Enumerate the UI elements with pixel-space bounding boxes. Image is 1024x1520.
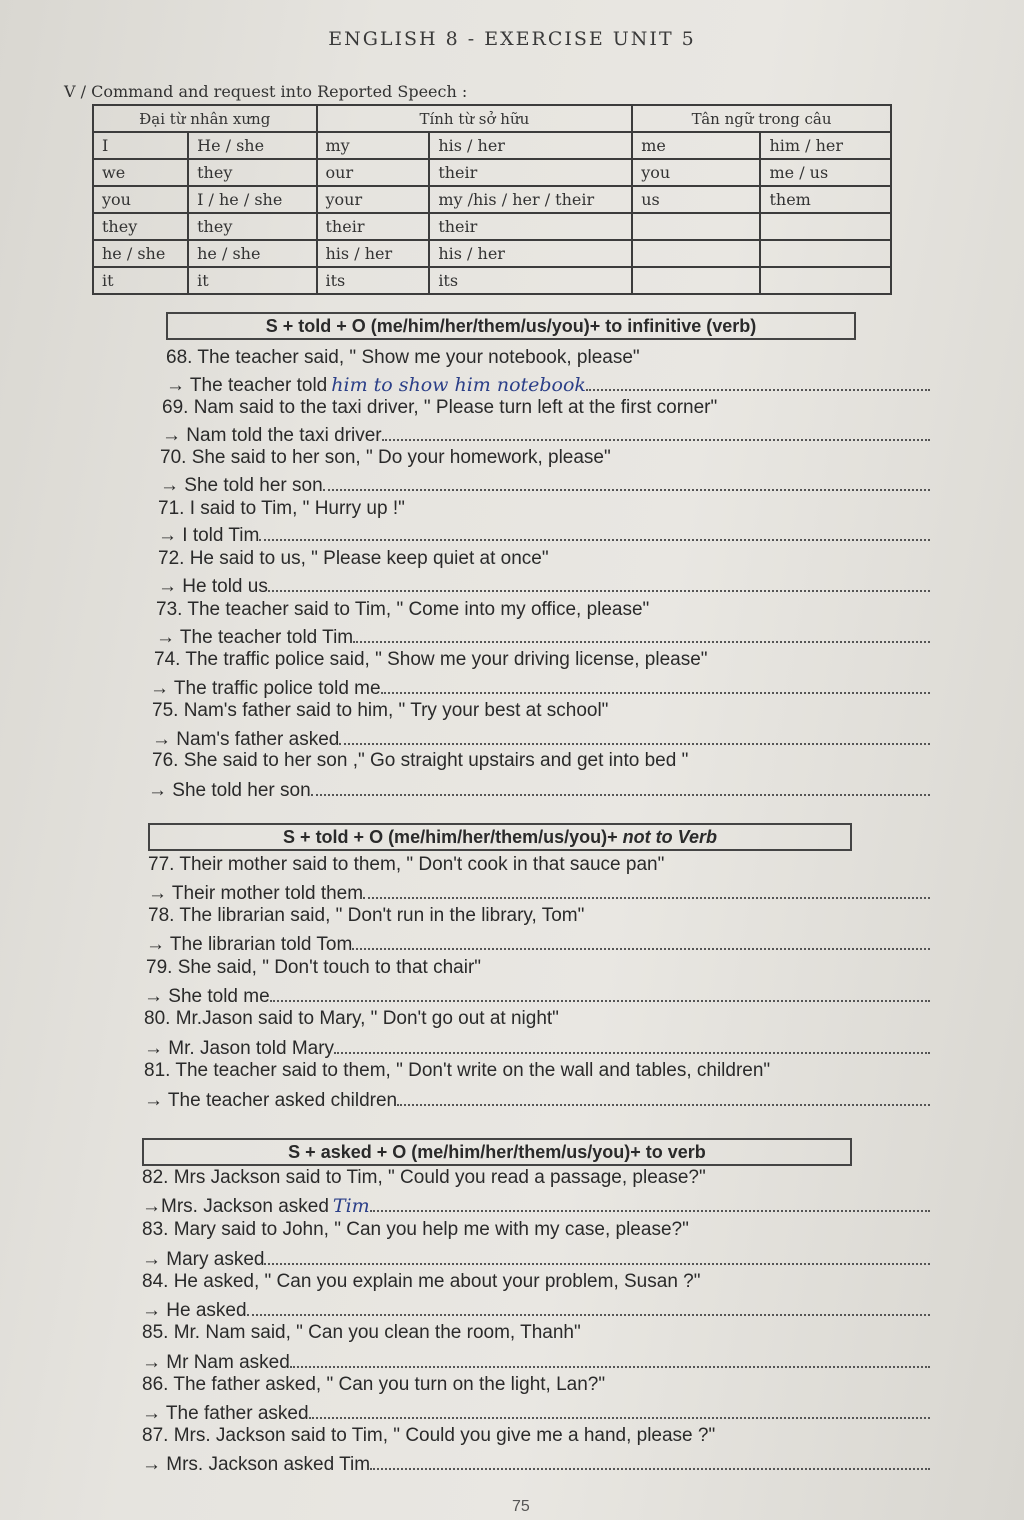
- table-cell: it: [93, 267, 188, 294]
- exercise-question: 80. Mr.Jason said to Mary, " Don't go out at night": [144, 1008, 559, 1029]
- answer-blank[interactable]: [353, 623, 930, 643]
- header-object: Tân ngữ trong câu: [632, 105, 891, 132]
- handwritten-answer: Tim: [332, 1195, 370, 1217]
- table-cell: his / her: [429, 240, 632, 267]
- answer-prompt: → Nam told the taxi driver: [162, 425, 382, 446]
- formula-not-to-verb: not to Verb: [622, 827, 717, 847]
- table-cell: I: [93, 132, 188, 159]
- answer-blank[interactable]: [370, 1192, 930, 1212]
- exercise-question: 72. He said to us, " Please keep quiet at once": [158, 548, 549, 569]
- exercise-answer-line[interactable]: [166, 371, 930, 398]
- table-cell: me / us: [760, 159, 891, 186]
- exercise-answer-line[interactable]: [152, 725, 930, 752]
- header-pronoun: Đại từ nhân xưng: [93, 105, 317, 132]
- table-cell: their: [429, 159, 632, 186]
- table-row: [93, 186, 891, 213]
- table-cell: you: [632, 159, 760, 186]
- table-cell: he / she: [188, 240, 316, 267]
- exercise-answer-line[interactable]: [142, 1192, 930, 1219]
- answer-blank[interactable]: [268, 572, 930, 592]
- exercise-question: 73. The teacher said to Tim, " Come into my office, please": [156, 599, 650, 620]
- table-cell: its: [429, 267, 632, 294]
- answer-prompt: →Mrs. Jackson asked: [142, 1196, 329, 1217]
- exercise-answer-line[interactable]: [146, 930, 930, 957]
- answer-prompt: → The teacher asked children: [144, 1090, 398, 1111]
- answer-prompt: → Mary asked: [142, 1249, 265, 1270]
- table-cell: their: [429, 213, 632, 240]
- header-possessive: Tính từ sở hữu: [317, 105, 633, 132]
- answer-prompt: → He asked: [142, 1300, 247, 1321]
- exercise-question: 69. Nam said to the taxi driver, " Please turn left at the first corner": [162, 397, 718, 418]
- exercise-answer-line[interactable]: [144, 1086, 930, 1113]
- answer-prompt: → She told me: [144, 986, 270, 1007]
- table-cell: [760, 240, 891, 267]
- exercise-answer-line[interactable]: [142, 1245, 930, 1272]
- exercise-question: 81. The teacher said to them, " Don't write on the wall and tables, children": [144, 1060, 771, 1081]
- answer-blank[interactable]: [290, 1348, 930, 1368]
- handwritten-answer: him to show him notebook: [331, 374, 586, 396]
- table-row: [93, 213, 891, 240]
- answer-prompt: → Nam's father asked: [152, 729, 340, 750]
- exercise-answer-line[interactable]: [148, 879, 930, 906]
- answer-prompt: → The teacher told Tim: [156, 627, 354, 648]
- answer-prompt: → I told Tim: [158, 525, 260, 546]
- exercise-answer-line[interactable]: [160, 471, 930, 498]
- answer-blank[interactable]: [397, 1086, 930, 1106]
- answer-blank[interactable]: [270, 982, 930, 1002]
- formula-asked-to: S + asked + O (me/him/her/them/us/you)+ to verb: [288, 1142, 706, 1162]
- answer-blank[interactable]: [311, 776, 930, 796]
- table-cell: your: [317, 186, 430, 213]
- table-cell: our: [317, 159, 430, 186]
- table-cell: its: [317, 267, 430, 294]
- answer-prompt: → He told us: [158, 576, 268, 597]
- formula-box-asked-to: [142, 1138, 852, 1166]
- page-number: 75: [512, 1498, 530, 1515]
- answer-prompt: → Mr Nam asked: [142, 1352, 290, 1373]
- formula-box-told-to: [166, 312, 856, 340]
- table-row: [93, 240, 891, 267]
- pronoun-table-body: [93, 132, 891, 294]
- exercise-question: 70. She said to her son, " Do your homework, please": [160, 447, 611, 468]
- table-cell: he / she: [93, 240, 188, 267]
- exercise-question: 84. He asked, " Can you explain me about your problem, Susan ?": [142, 1271, 701, 1292]
- table-cell: me: [632, 132, 760, 159]
- answer-blank[interactable]: [382, 421, 930, 441]
- answer-blank[interactable]: [352, 930, 930, 950]
- table-cell: [632, 267, 760, 294]
- table-row: [93, 132, 891, 159]
- exercise-question: 78. The librarian said, " Don't run in the library, Tom": [148, 905, 585, 926]
- table-cell: they: [188, 213, 316, 240]
- exercise-question: 86. The father asked, " Can you turn on the light, Lan?": [142, 1374, 606, 1395]
- answer-prompt: → The librarian told Tom: [146, 934, 353, 955]
- answer-blank[interactable]: [323, 471, 930, 491]
- answer-blank[interactable]: [339, 725, 930, 745]
- answer-prompt: → She told her son: [148, 780, 311, 801]
- exercise-question: 74. The traffic police said, " Show me your driving license, please": [154, 649, 708, 670]
- exercise-answer-line[interactable]: [150, 674, 930, 701]
- table-header-row: [93, 105, 891, 132]
- exercise-answer-line[interactable]: [142, 1348, 930, 1375]
- table-cell: my /his / her / their: [429, 186, 632, 213]
- table-cell: [760, 267, 891, 294]
- exercise-question: 82. Mrs Jackson said to Tim, " Could you read a passage, please?": [142, 1167, 706, 1188]
- exercise-question: 85. Mr. Nam said, " Can you clean the room, Thanh": [142, 1322, 581, 1343]
- answer-prompt: → The father asked: [142, 1403, 309, 1424]
- exercise-answer-line[interactable]: [144, 982, 930, 1009]
- answer-blank[interactable]: [586, 371, 930, 391]
- exercise-answer-line[interactable]: [158, 572, 930, 599]
- exercise-question: 79. She said, " Don't touch to that chair": [146, 957, 482, 978]
- exercise-answer-line[interactable]: [142, 1450, 930, 1477]
- formula-box-told-not-to: [148, 823, 852, 851]
- exercise-answer-line[interactable]: [156, 623, 930, 650]
- table-cell: it: [188, 267, 316, 294]
- table-row: [93, 267, 891, 294]
- table-cell: [760, 213, 891, 240]
- pronoun-table: [92, 104, 892, 295]
- table-cell: they: [188, 159, 316, 186]
- exercise-answer-line[interactable]: [144, 1034, 930, 1061]
- section-heading: V / Command and request into Reported Speech :: [64, 82, 468, 101]
- exercise-answer-line[interactable]: [162, 421, 930, 448]
- answer-prompt: → Their mother told them: [148, 883, 364, 904]
- table-cell: they: [93, 213, 188, 240]
- exercise-answer-line[interactable]: [142, 1399, 930, 1426]
- answer-prompt: → She told her son: [160, 475, 323, 496]
- answer-blank[interactable]: [264, 1245, 930, 1265]
- table-cell: my: [317, 132, 430, 159]
- answer-blank[interactable]: [247, 1296, 930, 1316]
- answer-prompt: → The teacher told: [166, 375, 328, 396]
- answer-blank[interactable]: [334, 1034, 930, 1054]
- answer-blank[interactable]: [259, 521, 930, 541]
- table-cell: [632, 213, 760, 240]
- table-row: [93, 159, 891, 186]
- answer-blank[interactable]: [309, 1399, 930, 1419]
- exercise-question: 71. I said to Tim, " Hurry up !": [158, 498, 405, 519]
- exercise-answer-line[interactable]: [158, 521, 930, 548]
- table-cell: [632, 240, 760, 267]
- exercise-answer-line[interactable]: [142, 1296, 930, 1323]
- table-cell: his / her: [317, 240, 430, 267]
- answer-blank[interactable]: [381, 674, 930, 694]
- table-cell: you: [93, 186, 188, 213]
- table-cell: their: [317, 213, 430, 240]
- exercise-question: 77. Their mother said to them, " Don't cook in that sauce pan": [148, 854, 665, 875]
- page-title: ENGLISH 8 - EXERCISE UNIT 5: [328, 28, 696, 50]
- answer-prompt: → Mrs. Jackson asked Tim: [142, 1454, 371, 1475]
- exercise-question: 87. Mrs. Jackson said to Tim, " Could you give me a hand, please ?": [142, 1425, 716, 1446]
- answer-prompt: → Mr. Jason told Mary: [144, 1038, 335, 1059]
- table-cell: his / her: [429, 132, 632, 159]
- table-cell: we: [93, 159, 188, 186]
- exercise-answer-line[interactable]: [148, 776, 930, 803]
- table-cell: He / she: [188, 132, 316, 159]
- table-cell: him / her: [760, 132, 891, 159]
- table-cell: us: [632, 186, 760, 213]
- table-cell: I / he / she: [188, 186, 316, 213]
- answer-blank[interactable]: [363, 879, 930, 899]
- exercise-question: 75. Nam's father said to him, " Try your best at school": [152, 700, 609, 721]
- exercise-question: 68. The teacher said, " Show me your notebook, please": [166, 347, 640, 368]
- formula-told-not-to: S + told + O (me/him/her/them/us/you)+: [283, 827, 623, 847]
- formula-told-to: S + told + O (me/him/her/them/us/you)+ to infinitive (verb): [265, 316, 757, 336]
- exercise-question: 76. She said to her son ," Go straight upstairs and get into bed ": [152, 750, 689, 771]
- answer-blank[interactable]: [370, 1450, 930, 1470]
- table-cell: them: [760, 186, 891, 213]
- exercise-question: 83. Mary said to John, " Can you help me with my case, please?": [142, 1219, 689, 1240]
- answer-prompt: → The traffic police told me: [150, 678, 381, 699]
